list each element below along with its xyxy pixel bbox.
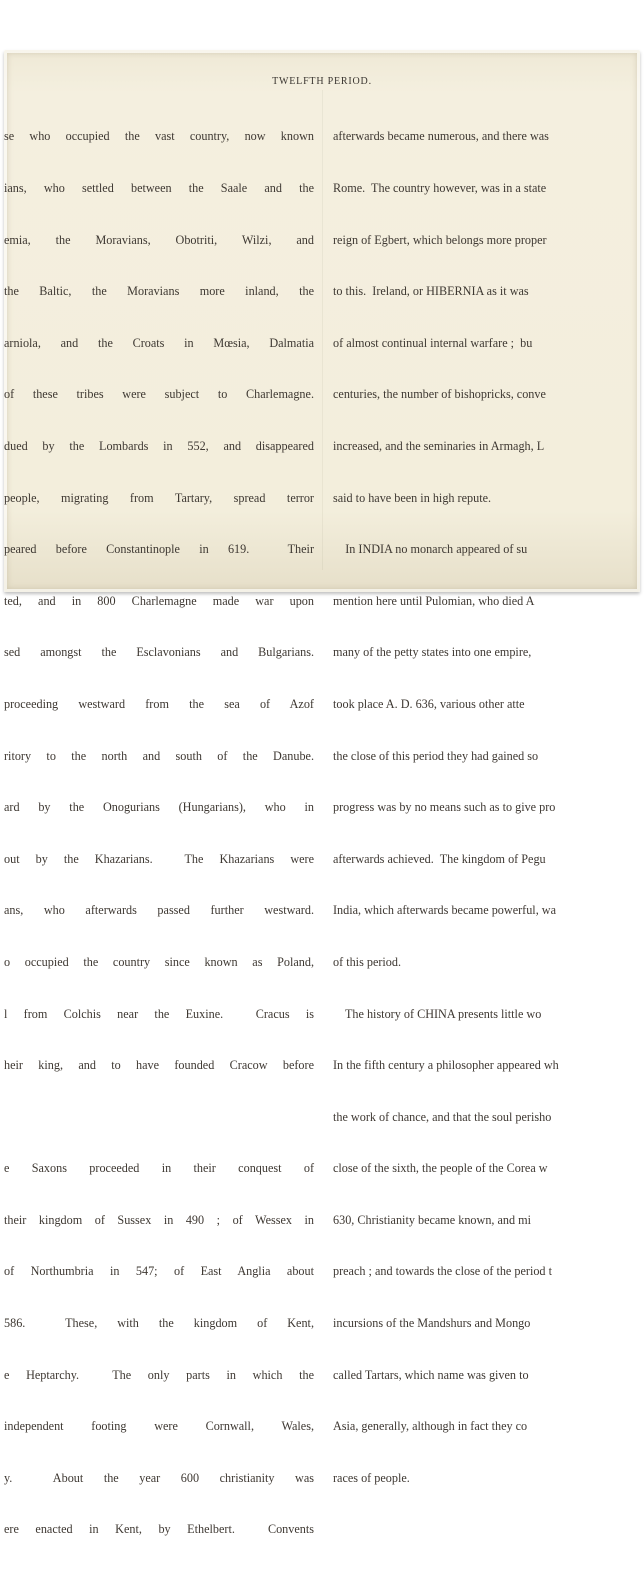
- text-line: increased, and the seminaries in Armagh, L: [333, 438, 545, 453]
- book-gutter: [322, 90, 323, 570]
- text-line: e Saxons proceeded in their conquest of: [4, 1161, 314, 1176]
- text-line: ted, and in 800 Charlemagne made war upon: [4, 593, 314, 608]
- text-line: heir king, and to have founded Cracow before: [4, 1058, 314, 1073]
- text-line: mention here until Pulomian, who died A: [333, 593, 535, 608]
- left-text-column: [4, 94, 314, 1573]
- text-line: India, which afterwards became powerful, wa: [333, 903, 556, 918]
- text-line: se who occupied the vast country, now known: [4, 129, 314, 144]
- text-line: their kingdom of Sussex in 490 ; of Wessex in: [4, 1212, 314, 1227]
- text-line: e Heptarchy. The only parts in which the: [4, 1367, 314, 1382]
- text-line: the close of this period they had gained so: [333, 748, 539, 763]
- text-line: ard by the Onogurians (Hungarians), who in: [4, 800, 314, 815]
- text-line: the Baltic, the Moravians more inland, the: [4, 284, 314, 299]
- text-line: of Northumbria in 547; of East Anglia about: [4, 1264, 314, 1279]
- text-line: many of the petty states into one empire,: [333, 645, 532, 660]
- text-line: Rome. The country however, was in a state: [333, 181, 547, 195]
- text-line: Asia, generally, although in fact they co: [333, 1419, 528, 1434]
- text-line: y. About the year 600 christianity was: [4, 1470, 314, 1485]
- text-line: sed amongst the Esclavonians and Bulgarians.: [4, 645, 314, 660]
- text-line: afterwards achieved. The kingdom of Pegu: [333, 851, 549, 866]
- blank-line: [4, 1109, 314, 1126]
- text-line: reign of Egbert, which belongs more proper: [333, 232, 547, 247]
- text-line: centuries, the number of bishopricks, conve: [333, 387, 546, 402]
- right-text-column: [333, 94, 640, 1521]
- text-line: of this period.: [333, 954, 402, 969]
- text-line: ritory to the north and south of the Danube.: [4, 748, 314, 763]
- text-line: of almost continual internal warfare ; bu: [333, 335, 533, 350]
- text-line: In INDIA no monarch appeared of su: [333, 542, 528, 557]
- text-line: the work of chance, and that the soul perisho: [333, 1109, 552, 1124]
- text-line: to this. Ireland, or HIBERNIA as it was: [333, 284, 529, 299]
- printed-coaster: [4, 50, 640, 1537]
- text-line: afterwards became numerous, and there was: [333, 129, 552, 144]
- text-line: 630, Christianity became known, and mi: [333, 1212, 532, 1227]
- text-line: 586. These, with the kingdom of Kent,: [4, 1316, 314, 1331]
- text-line: of these tribes were subject to Charlemagne.: [4, 387, 314, 402]
- text-line: called Tartars, which name was given to: [333, 1367, 532, 1382]
- text-line: took place A. D. 636, various other atte: [333, 696, 525, 711]
- text-line: preach ; and towards the close of the period t: [333, 1264, 552, 1279]
- text-line: ere enacted in Kent, by Ethelbert. Convents: [4, 1522, 314, 1537]
- text-line: l from Colchis near the Euxine. Cracus is: [4, 1006, 314, 1021]
- text-line: emia, the Moravians, Obotriti, Wilzi, and: [4, 232, 314, 247]
- page-title: TWELFTH PERIOD.: [272, 76, 372, 87]
- text-line: races of people.: [333, 1470, 410, 1485]
- text-line: o occupied the country since known as Poland,: [4, 954, 314, 969]
- text-line: people, migrating from Tartary, spread terror: [4, 490, 314, 505]
- text-line: close of the sixth, the people of the Corea w: [333, 1161, 548, 1176]
- text-line: out by the Khazarians. The Khazarians were: [4, 851, 314, 866]
- text-line: ans, who afterwards passed further westward.: [4, 903, 314, 918]
- text-line: peared before Constantinople in 619. Their: [4, 542, 314, 557]
- text-line: said to have been in high repute.: [333, 490, 492, 505]
- text-line: ians, who settled between the Saale and the: [4, 181, 314, 195]
- text-line: dued by the Lombards in 552, and disappeared: [4, 438, 314, 453]
- text-line: progress was by no means such as to give pro: [333, 800, 556, 815]
- text-line: In the fifth century a philosopher appeared wh: [333, 1058, 559, 1073]
- text-line: proceeding westward from the sea of Azof: [4, 696, 314, 711]
- text-line: arniola, and the Croats in Mœsia, Dalmatia: [4, 335, 314, 350]
- text-line: independent footing were Cornwall, Wales,: [4, 1419, 314, 1434]
- text-line: incursions of the Mandshurs and Mongo: [333, 1316, 531, 1331]
- text-line: The history of CHINA presents little wo: [333, 1006, 542, 1021]
